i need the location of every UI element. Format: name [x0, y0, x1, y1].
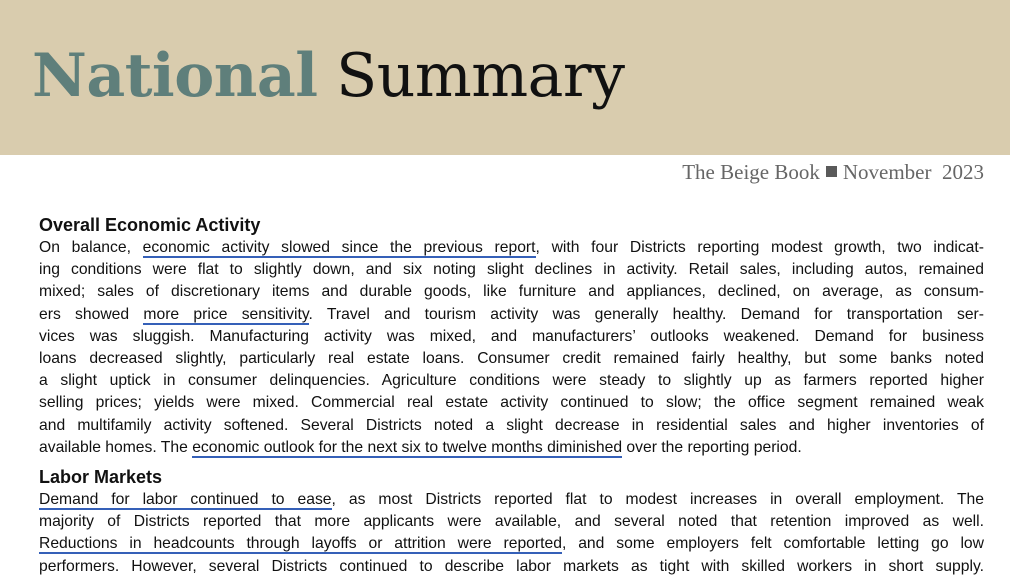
text-line	[39, 259, 984, 281]
text-run: and multifamily activity softened. Several Districts noted a slight decrease in residential sales and higher inventories of	[39, 416, 984, 434]
text-run: mixed; sales of discretionary items and durable goods, like furniture and appliances, declined, on average, as consum-	[39, 283, 984, 301]
text-line	[39, 489, 984, 511]
text-line	[39, 392, 984, 414]
text-line	[39, 348, 984, 370]
text-line	[39, 370, 984, 392]
publication-name: The Beige Book	[682, 160, 820, 184]
section-heading: Labor Markets	[39, 467, 163, 488]
text-line	[39, 437, 984, 459]
text-line	[39, 237, 984, 259]
section-paragraph	[39, 237, 984, 459]
text-line	[39, 556, 984, 575]
text-line	[39, 304, 984, 326]
text-run: . Travel and tourism activity was generally healthy. Demand for transportation ser-	[308, 305, 984, 323]
highlighted-phrase: more price sensitivity	[143, 305, 309, 323]
text-run: , as most Districts reported flat to modest increases in overall employment. The	[331, 491, 984, 509]
document-body	[39, 213, 984, 575]
text-line	[39, 533, 984, 555]
highlighted-phrase: Reductions in headcounts through layoffs or attrition were reported	[39, 535, 562, 553]
text-run: performers. However, several Districts continued to describe labor markets as tight with skilled workers in short supply.	[39, 557, 984, 575]
header-banner	[0, 0, 1010, 155]
page-title	[32, 36, 625, 116]
text-run: , and some employers felt comfortable letting go low	[561, 535, 984, 553]
text-line	[39, 281, 984, 303]
text-run: available homes. The	[39, 438, 193, 456]
publication-date: November 2023	[842, 160, 984, 184]
text-run: ing conditions were flat to slightly down, and six noting slight declines in activity. Retail sales, including autos, remained	[39, 261, 984, 279]
text-run: ers showed	[39, 305, 144, 323]
section-overall-economic-activity	[39, 213, 984, 459]
highlighted-phrase: Demand for labor continued to ease	[39, 491, 332, 509]
publication-line	[682, 158, 984, 186]
section-labor-markets	[39, 465, 984, 575]
section-paragraph	[39, 489, 984, 575]
text-run: , with four Districts reporting modest growth, two indicat-	[535, 239, 984, 256]
text-run: a slight uptick in consumer delinquencies. Agriculture conditions were steady to slightly up as farmers reported higher	[39, 372, 984, 390]
title-word-summary: Summary	[336, 41, 625, 111]
text-run: On balance,	[39, 239, 143, 256]
text-run: over the reporting period.	[622, 438, 802, 456]
text-run: loans decreased slightly, particularly real estate loans. Consumer credit remained fairly healthy, but some banks noted	[39, 350, 984, 368]
title-word-national: National	[32, 41, 318, 111]
section-heading: Overall Economic Activity	[39, 215, 261, 235]
square-separator-icon	[826, 166, 837, 177]
text-run: majority of Districts reported that more applicants were available, and several noted that retention improved as well.	[39, 513, 984, 531]
text-run: selling prices; yields were mixed. Commercial real estate activity continued to slow; the office segment remained weak	[39, 394, 984, 412]
text-run: vices was sluggish. Manufacturing activity was mixed, and manufacturers’ outlooks weakened. Demand for business	[39, 327, 984, 345]
highlighted-phrase: economic outlook for the next six to twelve months diminished	[192, 438, 623, 456]
text-line	[39, 415, 984, 437]
text-line	[39, 326, 984, 348]
highlighted-phrase: economic activity slowed since the previous report	[142, 239, 536, 256]
text-line	[39, 511, 984, 533]
